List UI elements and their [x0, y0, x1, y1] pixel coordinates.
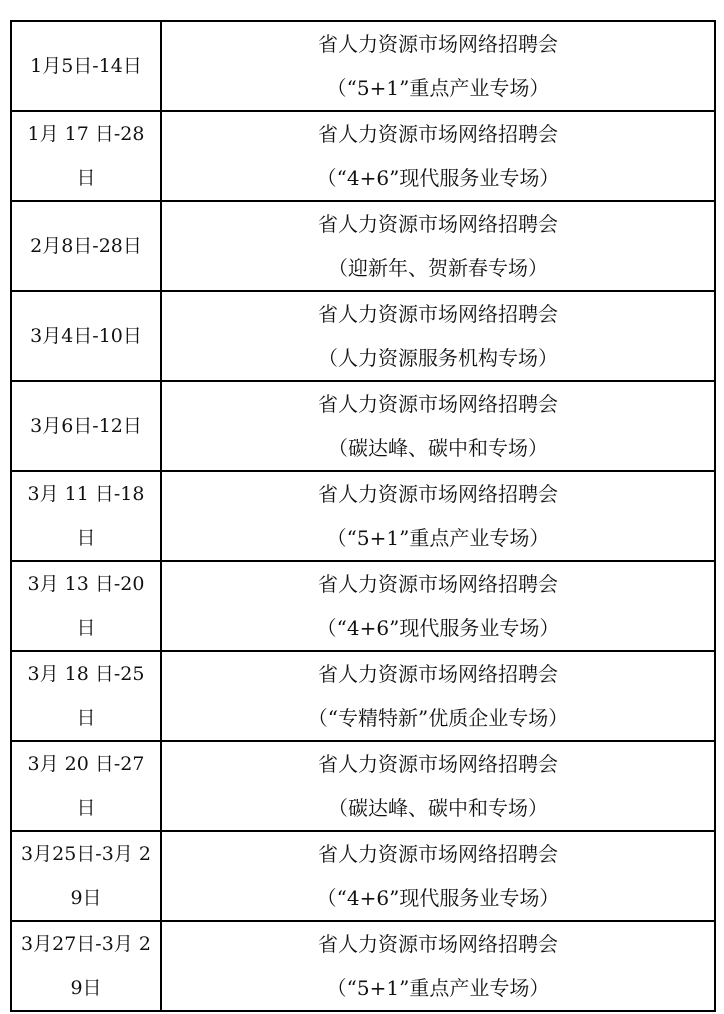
table-row [11, 651, 715, 741]
event-cell [161, 651, 715, 741]
event-name: 省人力资源市场网络招聘会 [318, 932, 558, 956]
event-name: 省人力资源市场网络招聘会 [318, 122, 558, 146]
schedule-body [11, 21, 715, 1011]
recruitment-schedule-table [10, 20, 716, 1012]
date-cell [11, 381, 161, 471]
table-row [11, 111, 715, 201]
date-cell [11, 561, 161, 651]
event-name: 省人力资源市场网络招聘会 [318, 212, 558, 236]
table-row [11, 741, 715, 831]
event-name: 省人力资源市场网络招聘会 [318, 392, 558, 416]
event-theme: （碳达峰、碳中和专场） [328, 796, 548, 820]
event-theme: （“专精特新”优质企业专场） [307, 706, 569, 730]
date-text: 3月 13 日-20 日 [27, 573, 145, 639]
event-cell [161, 561, 715, 651]
event-cell [161, 471, 715, 561]
event-cell [161, 381, 715, 471]
event-cell [161, 291, 715, 381]
event-cell [161, 921, 715, 1011]
date-text: 3月27日-3月 29日 [21, 933, 151, 999]
date-text: 1月 17 日-28 日 [27, 123, 145, 189]
date-text: 2月8日-28日 [30, 235, 142, 257]
event-cell [161, 741, 715, 831]
event-theme: （“5+1”重点产业专场） [326, 526, 550, 550]
event-name: 省人力资源市场网络招聘会 [318, 482, 558, 506]
event-name: 省人力资源市场网络招聘会 [318, 842, 558, 866]
date-cell [11, 291, 161, 381]
event-theme: （人力资源服务机构专场） [318, 346, 558, 370]
date-cell [11, 741, 161, 831]
event-theme: （“4+6”现代服务业专场） [316, 616, 560, 640]
event-name: 省人力资源市场网络招聘会 [318, 752, 558, 776]
table-row [11, 921, 715, 1011]
event-name: 省人力资源市场网络招聘会 [318, 662, 558, 686]
date-cell [11, 111, 161, 201]
date-cell [11, 921, 161, 1011]
event-theme: （迎新年、贺新春专场） [328, 256, 548, 280]
date-text: 3月 20 日-27 日 [27, 753, 145, 819]
event-name: 省人力资源市场网络招聘会 [318, 32, 558, 56]
date-text: 1月5日-14日 [30, 55, 142, 77]
table-row [11, 831, 715, 921]
event-theme: （“4+6”现代服务业专场） [316, 166, 560, 190]
date-text: 3月 11 日-18 日 [27, 483, 145, 549]
event-cell [161, 21, 715, 111]
event-theme: （碳达峰、碳中和专场） [328, 436, 548, 460]
date-text: 3月 18 日-25 日 [27, 663, 145, 729]
date-cell [11, 831, 161, 921]
event-theme: （“4+6”现代服务业专场） [316, 886, 560, 910]
table-row [11, 291, 715, 381]
date-text: 3月25日-3月 29日 [21, 843, 151, 909]
date-cell [11, 471, 161, 561]
table-row [11, 21, 715, 111]
event-name: 省人力资源市场网络招聘会 [318, 572, 558, 596]
event-theme: （“5+1”重点产业专场） [326, 976, 550, 1000]
date-text: 3月6日-12日 [30, 415, 142, 437]
event-cell [161, 111, 715, 201]
date-cell [11, 21, 161, 111]
table-row [11, 201, 715, 291]
table-row [11, 471, 715, 561]
table-row [11, 561, 715, 651]
date-cell [11, 651, 161, 741]
date-cell [11, 201, 161, 291]
event-cell [161, 831, 715, 921]
table-row [11, 381, 715, 471]
date-text: 3月4日-10日 [30, 325, 142, 347]
event-theme: （“5+1”重点产业专场） [326, 76, 550, 100]
event-name: 省人力资源市场网络招聘会 [318, 302, 558, 326]
event-cell [161, 201, 715, 291]
